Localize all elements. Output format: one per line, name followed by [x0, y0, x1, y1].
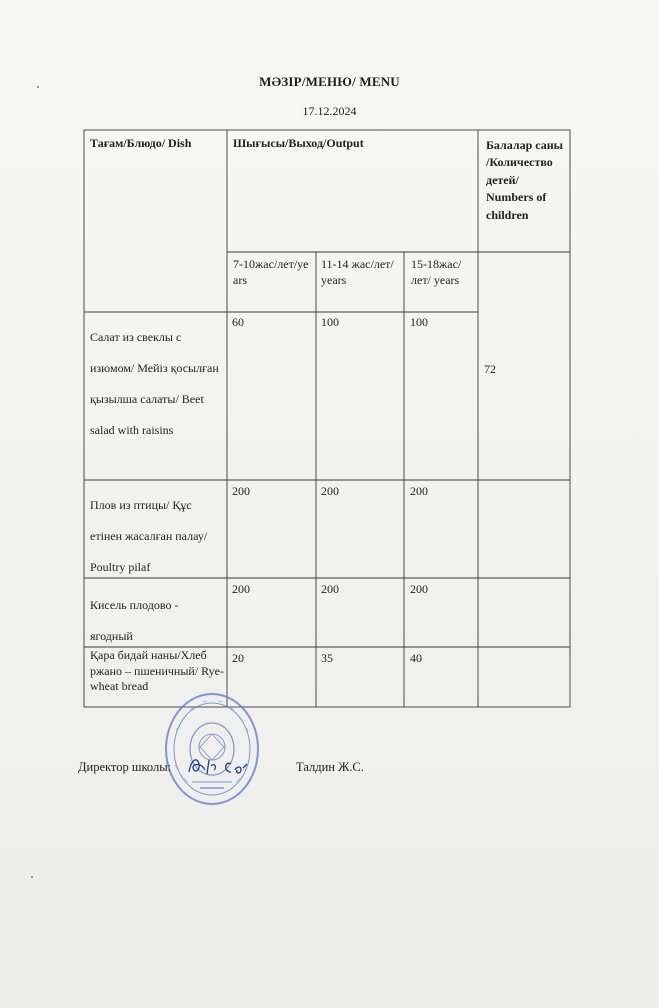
table-row-1-value-15-18: 100	[410, 315, 428, 329]
table-row-2-value-7-10: 200	[232, 484, 250, 498]
table-row-4-value-7-10: 20	[232, 651, 244, 665]
director-label: Директор школы:	[78, 760, 172, 774]
scan-speck	[37, 86, 39, 88]
table-row-2-value-15-18: 200	[410, 484, 428, 498]
table-row-1-value-7-10: 60	[232, 315, 244, 329]
school-stamp-seal	[162, 690, 262, 808]
age-group-7-10: 7-10жас/лет/years	[233, 257, 309, 288]
table-row-2-value-11-14: 200	[321, 484, 339, 498]
table-row-2-dish: Плов из птицы/ Құс етінен жасалған палау/ Poultry pilaf	[90, 498, 208, 574]
table-row-3-value-15-18: 200	[410, 582, 428, 596]
table-row-4-value-11-14: 35	[321, 651, 333, 665]
table-row-4-value-15-18: 40	[410, 651, 422, 665]
header-output: Шығысы/Выход/Output	[233, 136, 364, 150]
document-title: МӘЗІР/МЕНЮ/ MENU	[259, 74, 400, 89]
header-children: Балалар саны /Количество детей/ Numbers of children	[486, 138, 564, 222]
table-row-1-dish: Салат из свеклы с изюмом/ Мейіз қосылған қызылша салаты/ Beet salad with raisins	[90, 330, 219, 437]
director-signature	[183, 752, 255, 778]
header-dish: Тағам/Блюдо/ Dish	[90, 136, 192, 150]
age-group-11-14: 11-14 жас/лет/ years	[321, 257, 394, 288]
table-row-3-value-11-14: 200	[321, 582, 339, 596]
table-row-3-dish: Кисель плодово - ягодный	[90, 598, 179, 643]
table-row-3-value-7-10: 200	[232, 582, 250, 596]
table-row-4-dish: Қара бидай наны/Хлеб ржано – пшеничный/ Rye-wheat bread	[90, 648, 224, 694]
age-group-15-18: 15-18жас/лет/ years	[411, 257, 462, 288]
children-count: 72	[484, 362, 496, 376]
document-date: 17.12.2024	[302, 104, 357, 118]
scan-speck	[31, 876, 33, 878]
table-row-1-value-11-14: 100	[321, 315, 339, 329]
director-name: Талдин Ж.С.	[296, 760, 364, 774]
